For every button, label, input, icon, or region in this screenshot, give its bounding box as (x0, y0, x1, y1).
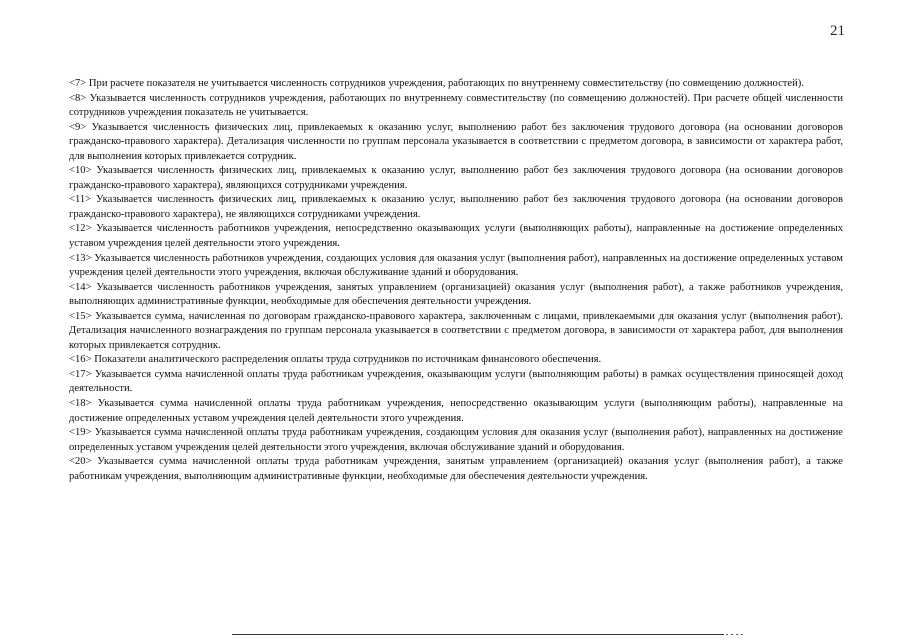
footnote-9: <9> Указывается численность физических лиц, привлекаемых к оказанию услуг, выполнению работ без заключения трудового договора (на основании договоров гражданско-правового характера). Детализация численности по группам персонала указывается в соответствии с предметом договора, в зависимости от характера работ, для выполнения которых привлекается сотрудник. (69, 121, 843, 162)
footnote-10: <10> Указывается численность физических лиц, привлекаемых к оказанию услуг, выполнению работ без заключения трудового договора (на основании договоров гражданско-правового характера), являющихся сотрудниками учреждения. (69, 165, 843, 191)
page-number: 21 (830, 23, 845, 39)
footnote-8: <8> Указывается численность сотрудников учреждения, работающих по внутреннему совместительству (по совмещению должностей). При расчете общей численности сотрудников учреждения показатель не учитывается. (69, 92, 843, 119)
footnote-16: <16> Показатели аналитического распределения оплаты труда сотрудников по источникам финансового обеспечения. (69, 354, 602, 366)
footnote-14: <14> Указывается численность работников учреждения, занятых управлением (организацией) оказания услуг (выполнения работ), а также работников учреждения, выполняющих административные функции, необходимые для обеспечения деятельности учреждения. (69, 281, 843, 308)
footnote-17: <17> Указывается сумма начисленной оплаты труда работникам учреждения, оказывающим услуги (выполняющим работы) в рамках осуществления приносящей доход деятельности. (69, 368, 843, 395)
footnote-7: <7> При расчете показателя не учитывается численность сотрудников учреждения, работающих по внутреннему совместительству (по совмещению должностей). (69, 78, 804, 89)
footnote-13: <13> Указывается численность работников учреждения, создающих условия для оказания услуг (выполнения работ), направленных на достижение определенных уставом учреждения целей деятельности этого учреждения, включая обслуживание зданий и оборудования. (69, 252, 843, 279)
footnotes-section (69, 77, 843, 484)
footnote-19: <19> Указывается сумма начисленной оплаты труда работникам учреждения, создающим условия для оказания услуг (выполнения работ), направленных на достижение определенных уставом учреждения целей деятельности этого учреждения, включая обслуживание зданий и оборудования. (69, 427, 843, 453)
footnote-18: <18> Указывается сумма начисленной оплаты труда работникам учреждения, непосредственно оказывающим услуги (выполняющим работы), направленные на достижение определенных уставом учреждения целей деятельности этого учреждения. (69, 398, 843, 424)
footnote-15: <15> Указывается сумма, начисленная по договорам гражданско-правового характера, заключенным с лицами, привлекаемыми для оказания услуг (выполнения работ). Детализация начисленного вознаграждения по группам персонала указывается в соответствии с предметом договора, в зависимости от характера работ, для выполнения которых привлекается сотрудник. (69, 310, 843, 351)
footnote-11: <11> Указывается численность физических лиц, привлекаемых к оказанию услуг, выполнению работ без заключения трудового договора (на основании договоров гражданско-правового характера), не являющихся сотрудниками учреждения. (69, 194, 843, 220)
footer-rule (232, 634, 724, 635)
footer-rule-dots (726, 634, 744, 635)
footnote-20: <20> Указывается сумма начисленной оплаты труда работникам учреждения, занятым управлением (организацией) оказания услуг (выполнения работ), а также работникам учреждения, выполняющим административные функции, необходимые для обеспечения деятельности учреждения. (69, 456, 843, 482)
footnote-12: <12> Указывается численность работников учреждения, непосредственно оказывающих услуги (выполняющих работы), направленные на достижение определенных уставом учреждения целей деятельности этого учреждения. (69, 223, 843, 250)
